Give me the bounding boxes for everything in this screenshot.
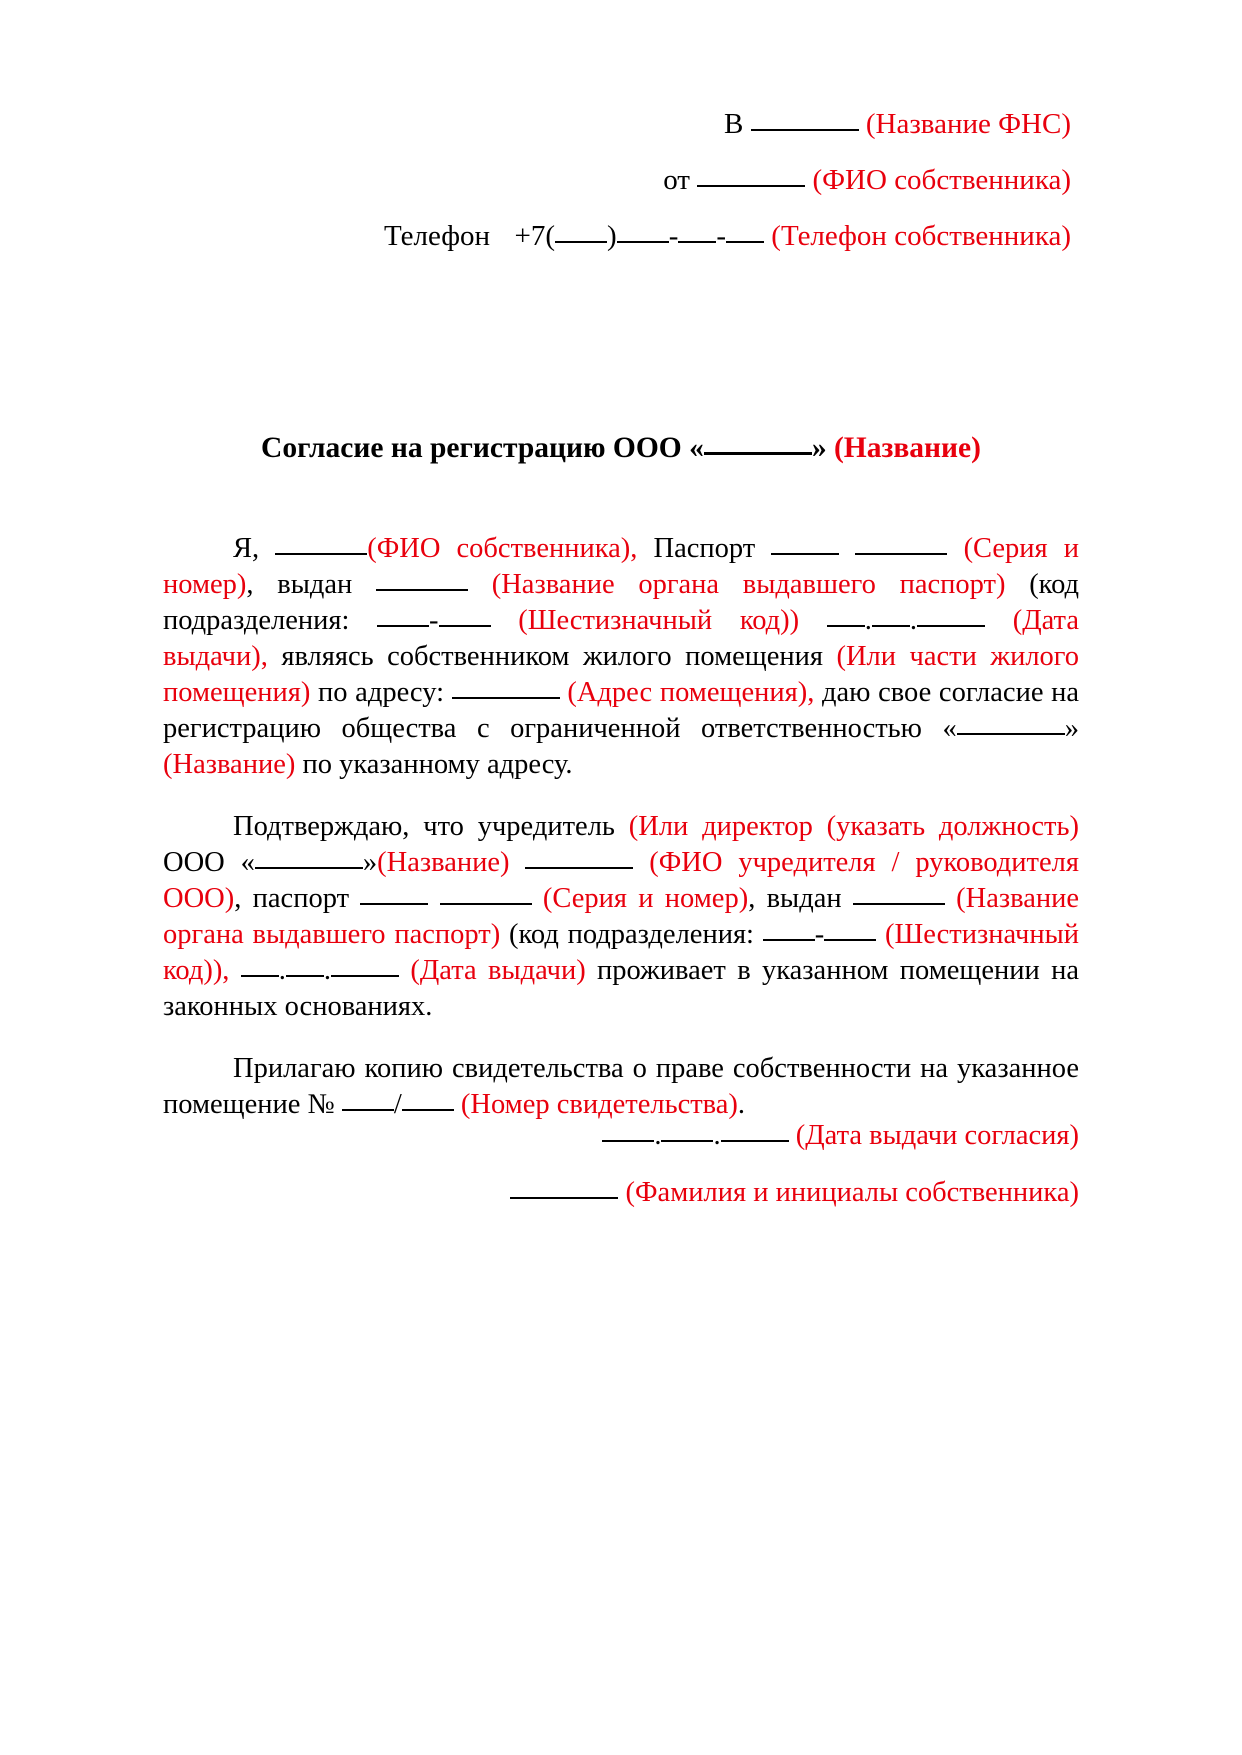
p3-t2: . [737,1089,746,1120]
p1-n5: (Дата выдачи), [163,605,1079,672]
p2-n3: (ФИО учредителя / руководителя ООО) [163,847,1079,914]
p1-issuer-blank[interactable] [376,589,468,591]
sig-date-year-blank[interactable] [721,1140,789,1142]
signature-block [163,1107,1079,1221]
p2-date-day-blank[interactable] [241,975,279,977]
paragraph-founder-confirmation [163,809,1079,1025]
p1-subdiv-part1-blank[interactable] [377,625,429,627]
sig-date-dot-1: . [654,1120,662,1151]
p1-owner-name-blank[interactable] [275,553,367,555]
signature-name-line [163,1164,1079,1221]
p1-t5: являясь собственником жилого помещения [281,641,823,672]
addressee-note: (Название ФНС) [865,108,1071,140]
p1-date-dot-1: . [864,605,872,636]
p1-date-year-blank[interactable] [917,625,985,627]
page-title [0,432,1242,465]
p1-address-blank[interactable] [452,697,560,699]
sender-label: от [663,164,690,196]
p1-t7: даю свое согласие на регистрацию общества с ограниченной ответственностью « [163,677,1080,744]
phone-paren-close: ) [607,220,617,252]
document-header [163,96,1079,264]
phone-country-prefix: +7( [514,220,556,252]
p1-t2: Паспорт [653,533,756,564]
p2-n4: (Серия и номер) [542,883,749,914]
sig-date-day-blank[interactable] [602,1140,654,1142]
p2-n1: (Или директор (указать должность) [628,811,1079,842]
p2-issuer-blank[interactable] [853,903,945,905]
paragraph-owner-consent [163,531,1079,783]
p1-company-name-blank[interactable] [957,733,1065,735]
title-company-blank[interactable] [704,452,812,455]
p2-t6: (код подразделения: [509,919,754,950]
title-text-before: Согласие на регистрацию ООО « [261,432,704,464]
p1-t8: » [1064,713,1079,744]
phone-area-blank[interactable] [555,241,607,243]
p2-passport-series-blank[interactable] [360,903,428,905]
p1-dash: - [429,605,439,636]
p2-n5: (Название органа выдавшего паспорт) [163,883,1080,950]
p2-t4: , паспорт [234,883,350,914]
p2-date-dot-1: . [278,955,286,986]
sig-date-month-blank[interactable] [661,1140,713,1142]
header-line-addressee [163,96,1071,152]
phone-label: Телефон [384,220,491,252]
signature-date-line [163,1107,1079,1164]
p2-n2: (Название) [377,847,510,878]
phone-note: (Телефон собственника) [771,220,1071,252]
p1-passport-number-blank[interactable] [855,553,947,555]
p2-company-name-blank[interactable] [255,867,363,869]
p2-date-dot-2: . [323,955,332,986]
header-line-sender [163,152,1071,208]
sig-name-note: (Фамилия и инициалы собственника) [625,1177,1079,1208]
p2-n6: (Шестизначный код)), [163,919,1080,986]
p2-subdiv-part2-blank[interactable] [824,939,876,941]
title-text-after: » [811,432,827,464]
phone-part3-blank[interactable] [726,241,764,243]
phone-part2-blank[interactable] [678,241,716,243]
p1-t1: Я, [233,533,260,564]
p1-n6: (Или части жилого помещения) [163,641,1080,708]
p1-n8: (Название) [163,749,296,780]
p2-dash: - [814,919,825,950]
sig-date-dot-2: . [713,1120,721,1151]
p1-n4: (Шестизначный код)) [518,605,800,636]
phone-dash-1: - [668,220,679,252]
phone-dash-2: - [716,220,727,252]
p2-n7: (Дата выдачи) [410,955,586,986]
p1-n1: (ФИО собственника), [367,533,638,564]
p2-t5: , выдан [748,883,842,914]
addressee-blank[interactable] [751,129,859,131]
p2-t2: ООО « [163,847,255,878]
p1-subdiv-part2-blank[interactable] [439,625,491,627]
p2-date-month-blank[interactable] [286,975,324,977]
p1-t3: , выдан [246,569,353,600]
sig-date-note: (Дата выдачи согласия) [795,1120,1079,1151]
p2-date-year-blank[interactable] [331,975,399,977]
p1-n3: (Название органа выдавшего паспорт) [491,569,1006,600]
phone-part1-blank[interactable] [617,241,669,243]
document-body [163,531,1079,1123]
p1-n7: (Адрес помещения), [567,677,815,708]
p1-date-dot-2: . [909,605,918,636]
p1-date-month-blank[interactable] [872,625,910,627]
p1-passport-series-blank[interactable] [771,553,839,555]
sender-blank[interactable] [697,185,805,187]
sender-note: (ФИО собственника) [812,164,1071,196]
sig-name-blank[interactable] [510,1197,618,1199]
p2-passport-number-blank[interactable] [440,903,532,905]
p2-founder-name-blank[interactable] [525,867,633,869]
p2-t7: проживает в указанном помещении на законных основаниях. [163,955,1080,1022]
p3-slash: / [393,1089,402,1120]
p1-t9: по указанному адресу. [302,749,573,780]
title-note: (Название) [833,432,981,464]
p3-n1: (Номер свидетельства) [460,1089,738,1120]
addressee-label: В [724,108,744,140]
p2-t1: Подтверждаю, что учредитель [233,811,615,842]
p2-t3: » [362,847,378,878]
p1-t6: по адресу: [318,677,445,708]
p1-t4: (код подразделения: [163,569,1080,636]
header-line-phone [163,208,1071,264]
p1-date-day-blank[interactable] [827,625,865,627]
p2-subdiv-part1-blank[interactable] [763,939,815,941]
p1-n2: (Серия и номер) [163,533,1080,600]
p3-t1: Прилагаю копию свидетельства о праве собственности на указанное помещение № [163,1053,1079,1120]
